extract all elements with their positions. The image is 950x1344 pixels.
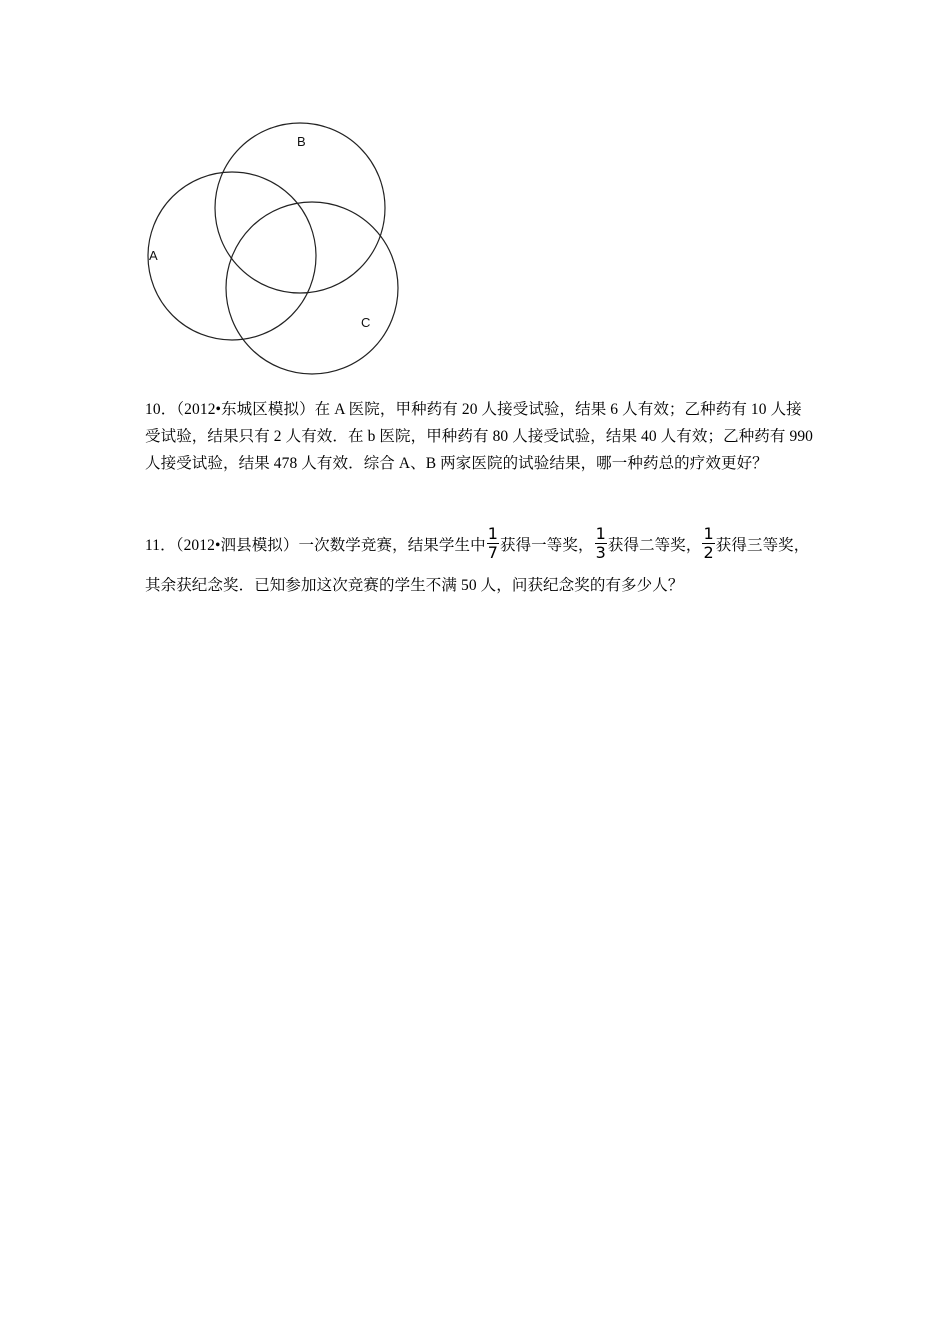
problem-11-suffix: 其余获纪念奖．已知参加这次竞赛的学生不满 50 人，问获纪念奖的有多少人？	[145, 577, 684, 594]
problem-11-third-prize: 获得三等奖，	[715, 537, 810, 554]
fraction-numerator: 1	[703, 523, 714, 543]
fraction-denominator: 3	[595, 542, 606, 562]
problem-10	[145, 396, 817, 477]
problem-11-prefix: 11．（2012•泗县模拟）一次数学竞赛，结果学生中	[145, 537, 486, 554]
problem-10-text: 10．（2012•东城区模拟）在 A 医院，甲种药有 20 人接受试验，结果 6 人有效；乙种药有 10 人接受试验，结果只有 2 人有效．在 b 医院，甲种药有 80 人接受试验，结果 40 人有效；乙种药有 990 人接受试验，结果 478 人有效．综合 A、B 两家医院的试验结果，哪一种药总的疗效更好？	[145, 401, 814, 472]
fraction-one-half	[702, 525, 714, 562]
problem-11-second-prize: 获得二等奖，	[607, 537, 702, 554]
fraction-one-seventh	[487, 525, 499, 562]
fraction-numerator: 1	[595, 523, 606, 543]
label-a: A	[149, 248, 158, 263]
fraction-numerator: 1	[487, 523, 498, 543]
label-b: B	[297, 134, 306, 149]
circle-c	[226, 202, 398, 374]
fraction-denominator: 2	[703, 542, 714, 562]
label-c: C	[361, 315, 371, 330]
fraction-one-third	[595, 525, 607, 562]
fraction-denominator: 7	[487, 542, 498, 562]
problem-11-first-prize: 获得一等奖，	[499, 537, 594, 554]
venn-diagram	[138, 118, 410, 376]
problem-11	[145, 523, 817, 606]
